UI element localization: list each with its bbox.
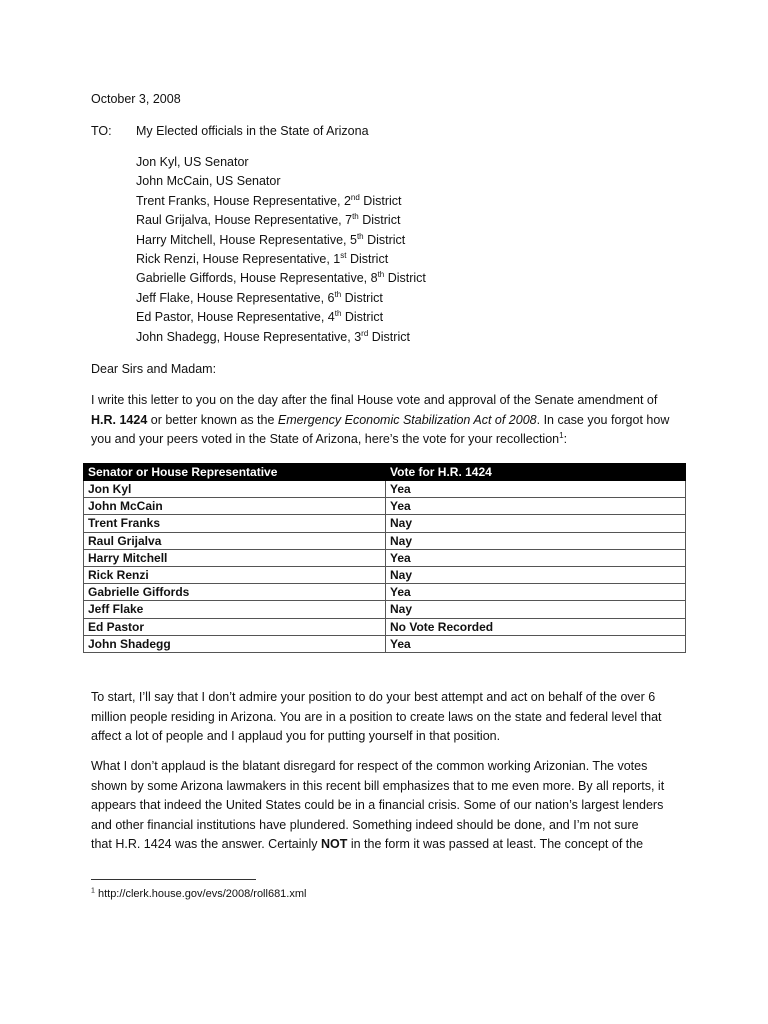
salutation: Dear Sirs and Madam: (91, 362, 217, 376)
intro-line: H.R. 1424 or better known as the Emergency Economic Stabilization Act of 2008. In case you forgot how (91, 412, 670, 427)
vote-table (83, 463, 686, 653)
representative-cell: Jon Kyl (84, 481, 386, 498)
body-line: appears that indeed the United States could be in a financial crisis. Some of our nation’s largest lenders (91, 798, 664, 812)
to-text: My Elected officials in the State of Arizona (136, 124, 369, 138)
vote-cell: Yea (386, 584, 686, 601)
representative-cell: Rick Renzi (84, 566, 386, 583)
column-header: Vote for H.R. 1424 (386, 464, 686, 481)
recipient-item: John Shadegg, House Representative, 3rd District (136, 328, 410, 344)
representative-cell: Ed Pastor (84, 618, 386, 635)
representative-cell: Raul Grijalva (84, 532, 386, 549)
table-row (84, 515, 686, 532)
representative-cell: Gabrielle Giffords (84, 584, 386, 601)
table-row (84, 584, 686, 601)
recipient-item: Rick Renzi, House Representative, 1st District (136, 250, 389, 266)
vote-cell: Yea (386, 635, 686, 652)
vote-cell: Nay (386, 532, 686, 549)
footnote-link[interactable]: http://clerk.house.gov/evs/2008/roll681.xml (94, 888, 307, 900)
intro-line: you and your peers voted in the State of Arizona, here’s the vote for your recollection$^1$: (91, 430, 568, 446)
recipient-item: Jon Kyl, US Senator (136, 155, 249, 169)
representative-cell: John Shadegg (84, 635, 386, 652)
table-row (84, 481, 686, 498)
body-paragraph (91, 757, 691, 855)
body-line: affect a lot of people and I applaud you for putting yourself in that position. (91, 729, 501, 743)
body-line: shown by some Arizona lawmakers in this recent bill emphasizes that to me even more. By all reports, it (91, 778, 665, 793)
recipient-item: Ed Pastor, House Representative, 4th District (136, 308, 384, 325)
vote-cell: Yea (386, 549, 686, 566)
recipient-item: Jeff Flake, House Representative, 6th District (136, 289, 383, 305)
vote-cell: Nay (386, 601, 686, 618)
table-row (84, 549, 686, 566)
intro-line: I write this letter to you on the day after the final House vote and approval of the Senate amendment of (91, 393, 658, 407)
vote-cell: Yea (386, 481, 686, 498)
letter-date: October 3, 2008 (91, 92, 181, 106)
intro-paragraph (91, 391, 691, 450)
table-row (84, 601, 686, 618)
footnote-divider (91, 879, 256, 880)
footnote-ref[interactable]: 1 (559, 430, 564, 440)
representative-cell: John McCain (84, 498, 386, 515)
column-header: Senator or House Representative (84, 464, 386, 481)
recipient-item: Raul Grijalva, House Representative, 7th District (136, 212, 401, 228)
table-row (84, 498, 686, 515)
table-row (84, 635, 686, 652)
body-paragraph (91, 688, 691, 747)
vote-cell: Nay (386, 566, 686, 583)
table-row (84, 618, 686, 635)
body-line: and other financial institutions have plundered. Something indeed should be done, and I’m not sure (91, 817, 639, 832)
representative-cell: Jeff Flake (84, 601, 386, 618)
vote-cell: Nay (386, 515, 686, 532)
body-line: What I don’t applaud is the blatant disregard for respect of the common working Arizonian. The votes (91, 759, 648, 773)
to-label: TO: (91, 124, 112, 138)
body-line: million people residing in Arizona. You are in a position to create laws on the state and federal level that (91, 709, 662, 724)
body-line: To start, I’ll say that I don’t admire your position to do your best attempt and act on behalf of the over 6 (91, 690, 656, 704)
recipient-item: Gabrielle Giffords, House Representative, 8th District (136, 270, 426, 286)
recipient-item: Trent Franks, House Representative, 2nd District (136, 192, 402, 208)
vote-cell: Yea (386, 498, 686, 515)
recipient-list (136, 153, 426, 347)
recipient-item: John McCain, US Senator (136, 174, 281, 189)
representative-cell: Trent Franks (84, 515, 386, 532)
table-header-row (84, 464, 686, 481)
footnote: $^1$ http://clerk.house.gov/evs/2008/roll681.xml (91, 887, 307, 900)
vote-cell: No Vote Recorded (386, 618, 686, 635)
representative-cell: Harry Mitchell (84, 549, 386, 566)
recipient-item: Harry Mitchell, House Representative, 5th District (136, 231, 406, 247)
table-row (84, 532, 686, 549)
body-line: that H.R. 1424 was the answer. Certainly NOT in the form it was passed at least. The concept of the (91, 837, 644, 851)
table-row (84, 566, 686, 583)
